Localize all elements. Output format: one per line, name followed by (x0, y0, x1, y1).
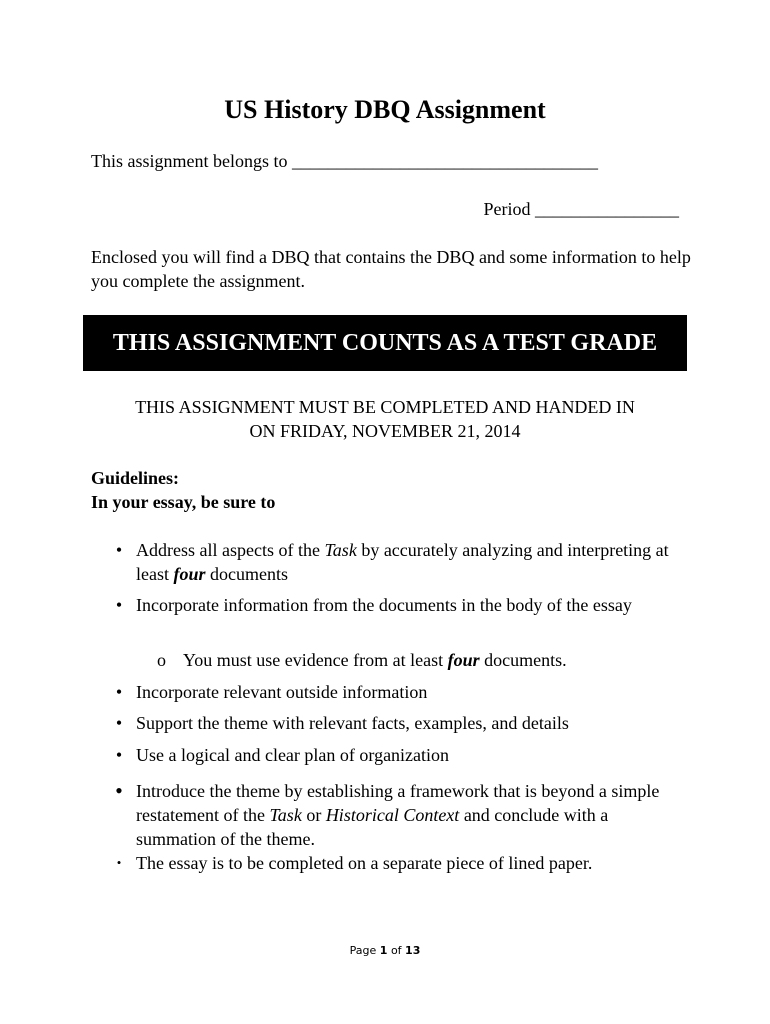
list-item: • Introduce the theme by establishing a framework that is beyond a simple restatement of the Task or Historical Context and conclude with a summation of the theme. (136, 779, 676, 851)
guidelines-heading (91, 466, 275, 514)
page-number: Page 1 of 13 (349, 944, 421, 957)
bullet-icon: • (115, 595, 123, 615)
sub-list-item: o You must use evidence from at least four documents. (157, 650, 567, 670)
deadline-line-2: ON FRIDAY, NOVEMBER 21, 2014 (249, 421, 521, 441)
deadline-notice (0, 395, 770, 443)
list-item: • Incorporate relevant outside information (136, 680, 676, 704)
list-item: • Address all aspects of the Task by accurately analyzing and interpreting at least four documents (136, 538, 676, 586)
list-item: • Incorporate information from the documents in the body of the essay (136, 593, 676, 617)
list-item: • Use a logical and clear plan of organization (136, 743, 676, 767)
bullet-icon: • (115, 713, 123, 733)
guidelines-title: Guidelines: (91, 468, 180, 488)
owner-line (91, 149, 598, 173)
list-item: • Support the theme with relevant facts, examples, and details (136, 711, 676, 735)
list-item: • The essay is to be completed on a separate piece of lined paper. (136, 851, 676, 875)
intro-paragraph: Enclosed you will find a DBQ that contains the DBQ and some information to help you complete the assignment. (91, 247, 691, 291)
bullet-icon: • (115, 682, 123, 702)
owner-blank: __________________________________ (292, 151, 598, 171)
period-blank: ________________ (535, 199, 679, 219)
bullet-icon: • (115, 745, 123, 765)
page-title: US History DBQ Assignment (224, 95, 546, 124)
guidelines-subtitle: In your essay, be sure to (91, 492, 276, 512)
four-emphasis: four (173, 564, 206, 584)
period-label: Period (483, 199, 531, 219)
task-emphasis: Task (269, 805, 302, 825)
sub-bullet-icon: o (157, 650, 166, 670)
four-emphasis: four (447, 650, 480, 670)
bullet-icon: • (115, 540, 123, 560)
owner-label: This assignment belongs to (91, 151, 288, 171)
task-emphasis: Task (324, 540, 357, 560)
deadline-line-1: THIS ASSIGNMENT MUST BE COMPLETED AND HANDED IN (135, 397, 635, 417)
historical-context-emphasis: Historical Context (325, 805, 460, 825)
bullet-icon: • (115, 778, 123, 803)
bullet-icon: • (116, 855, 122, 870)
test-grade-banner: THIS ASSIGNMENT COUNTS AS A TEST GRADE (83, 315, 687, 371)
period-line (484, 197, 680, 221)
